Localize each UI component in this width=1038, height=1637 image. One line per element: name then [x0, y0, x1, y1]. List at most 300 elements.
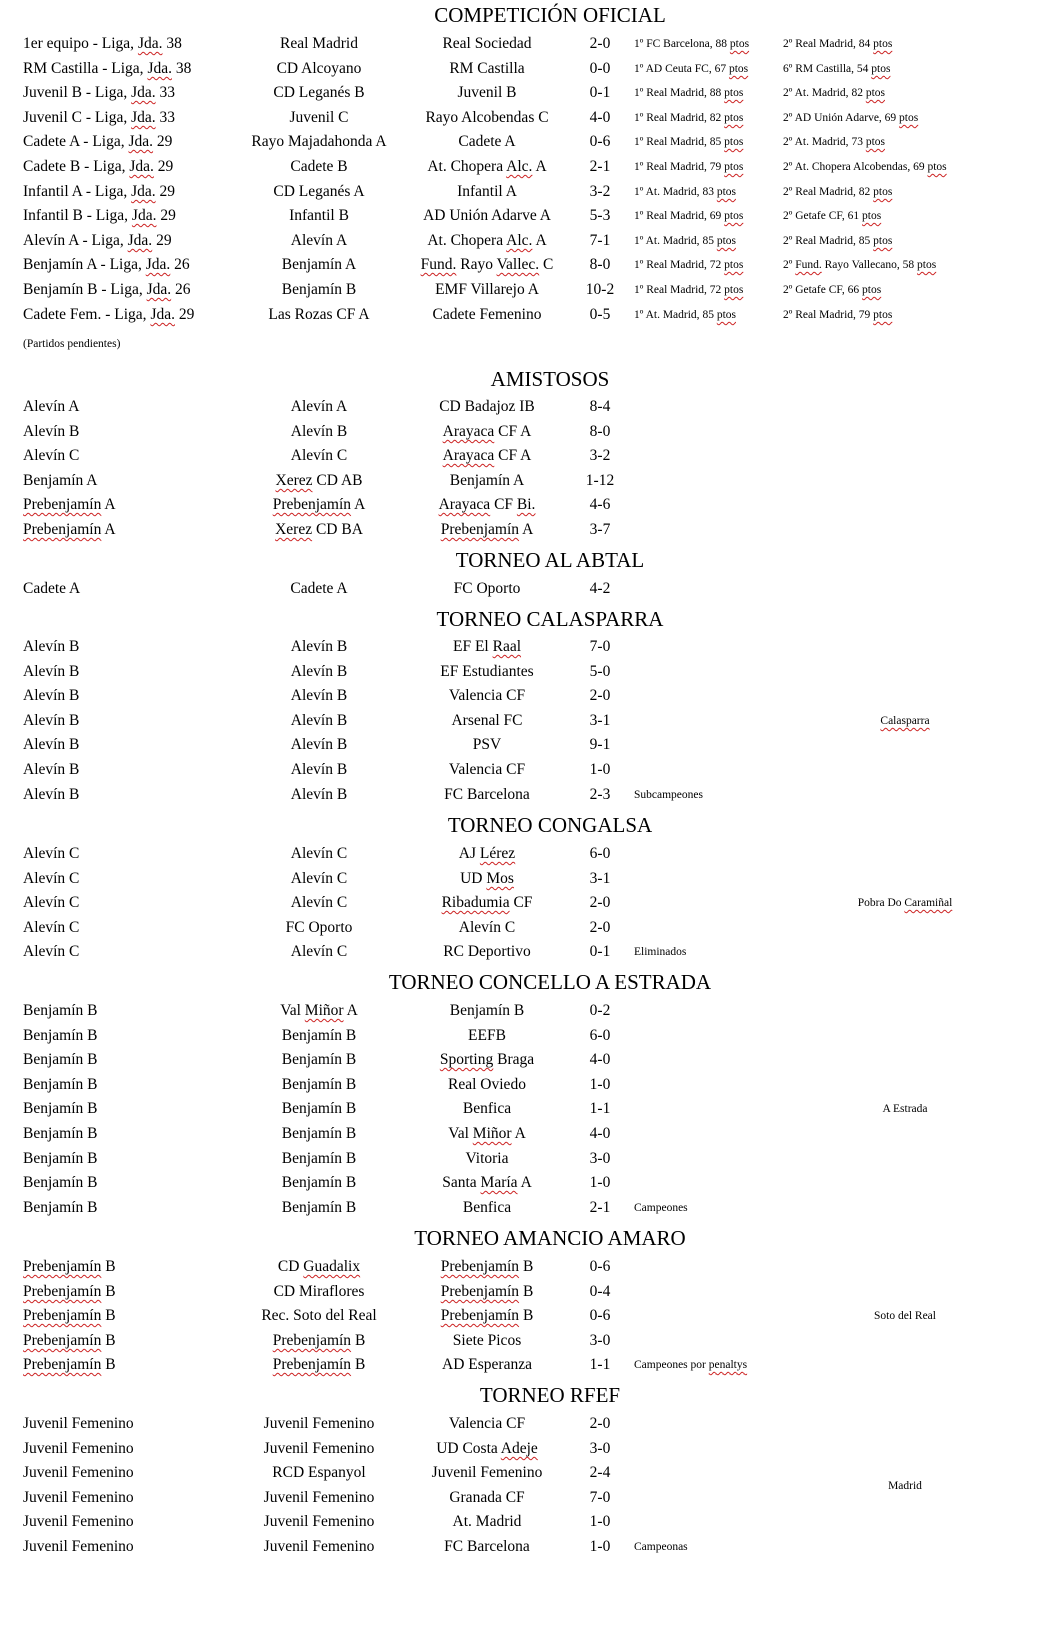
cell-second: 2º Getafe CF, 61 ptos: [783, 210, 882, 222]
cell-first: 1º Real Madrid, 69 ptos: [634, 210, 744, 222]
cell-away: Juvenil Femenino: [431, 1464, 543, 1481]
spellcheck-mark: Jda.: [129, 158, 154, 175]
cell-home: Alevín B: [290, 712, 348, 729]
cell-home: Alevín C: [290, 870, 348, 887]
cell-score: 4-2: [589, 580, 611, 597]
spellcheck-mark: Bi.: [516, 496, 536, 513]
cell-score: 2-1: [589, 158, 611, 175]
cell-comp: Alevín B: [23, 786, 80, 803]
cell-away: Granada CF: [449, 1489, 525, 1506]
spellcheck-mark: Prebenjamín: [440, 1283, 520, 1300]
cell-away: Alevín C: [458, 919, 516, 936]
cell-score: 8-0: [589, 256, 611, 273]
cell-comp: Alevín B: [23, 736, 80, 753]
spellcheck-mark: ptos: [724, 87, 744, 99]
spellcheck-mark: Jda.: [150, 306, 175, 323]
spellcheck-mark: ptos: [716, 309, 736, 321]
cell-score: 3-0: [589, 1332, 611, 1349]
spellcheck-mark: ptos: [724, 136, 744, 148]
tournament-location: Pobra Do Caramiñal: [857, 897, 953, 909]
cell-second: 2º At. Chopera Alcobendas, 69 ptos: [783, 161, 947, 173]
cell-away: Rayo Alcobendas C: [425, 109, 549, 126]
cell-home: Alevín B: [290, 663, 348, 680]
spellcheck-mark: Fund.: [420, 256, 457, 273]
cell-score: 10-2: [585, 281, 615, 298]
cell-away: At. Chopera Alc. A: [427, 232, 547, 249]
cell-away: EF El Raal: [452, 638, 522, 655]
cell-home: Juvenil Femenino: [263, 1538, 375, 1555]
cell-home: Alevín C: [290, 845, 348, 862]
spellcheck-mark: Miñor: [472, 1125, 512, 1142]
spellcheck-mark: Prebenjamín: [23, 1356, 102, 1373]
cell-away: Ribadumia CF: [441, 894, 533, 911]
spellcheck-mark: Prebenjamín: [440, 1307, 520, 1324]
cell-comp: Prebenjamín A: [23, 521, 116, 538]
cell-comp: Prebenjamín B: [23, 1332, 116, 1349]
spellcheck-mark: Jda.: [147, 60, 172, 77]
spellcheck-mark: Prebenjamín: [272, 496, 352, 513]
cell-score: 2-0: [589, 1415, 611, 1432]
cell-score: 3-0: [589, 1440, 611, 1457]
cell-home: Alevín A: [290, 232, 348, 249]
cell-away: Sporting Braga: [439, 1051, 535, 1068]
cell-comp: Juvenil Femenino: [23, 1513, 134, 1530]
cell-home: Benjamín B: [281, 1051, 357, 1068]
spellcheck-mark: Jda.: [131, 84, 156, 101]
cell-first: 1º AD Ceuta FC, 67 ptos: [634, 63, 749, 75]
cell-comp: Alevín A: [23, 398, 80, 415]
spellcheck-mark: ptos: [862, 210, 882, 222]
spellcheck-mark: Jda.: [131, 207, 157, 224]
cell-comp: Benjamín B - Liga, Jda. 26: [23, 281, 191, 298]
cell-comp: Alevín B: [23, 761, 80, 778]
cell-home: CD Alcoyano: [276, 60, 362, 77]
cell-away: AJ Lérez: [458, 845, 516, 862]
spellcheck-mark: Prebenjamín: [440, 1258, 520, 1275]
cell-second: 2º Real Madrid, 85 ptos: [783, 235, 893, 247]
cell-second: 2º At. Madrid, 82 ptos: [783, 87, 885, 99]
cell-away: Valencia CF: [448, 761, 526, 778]
spellcheck-mark: Jda.: [137, 35, 163, 52]
cell-score: 1-0: [589, 1513, 611, 1530]
tournament-location: A Estrada: [882, 1103, 928, 1115]
cell-comp: Juvenil Femenino: [23, 1464, 134, 1481]
cell-comp: Infantil A - Liga, Jda. 29: [23, 183, 175, 200]
spellcheck-mark: ptos: [873, 186, 893, 198]
spellcheck-mark: ptos: [724, 112, 744, 124]
cell-away: Benfica: [462, 1199, 512, 1216]
cell-score: 4-0: [589, 1125, 611, 1142]
cell-away: Cadete Femenino: [432, 306, 542, 323]
cell-comp: Juvenil C - Liga, Jda. 33: [23, 109, 175, 126]
section-title: COMPETICIÓN OFICIAL: [434, 3, 666, 27]
cell-comp: Prebenjamín B: [23, 1356, 116, 1373]
cell-score: 1-0: [589, 761, 611, 778]
cell-score: 3-2: [589, 183, 611, 200]
spellcheck-mark: Prebenjamín: [272, 1356, 352, 1373]
cell-score: 0-6: [589, 133, 611, 150]
cell-home: Juvenil Femenino: [263, 1513, 375, 1530]
spellcheck-mark: Arayaca: [442, 423, 495, 440]
cell-home: Real Madrid: [280, 35, 358, 52]
cell-comp: Cadete Fem. - Liga, Jda. 29: [23, 306, 195, 323]
cell-home: RCD Espanyol: [272, 1464, 366, 1481]
cell-away: Valencia CF: [448, 1415, 526, 1432]
cell-home: Benjamín B: [281, 281, 357, 298]
cell-score: 2-1: [589, 1199, 611, 1216]
spellcheck-mark: Alc.: [506, 232, 533, 249]
cell-home: CD Leganés B: [273, 84, 365, 101]
spellcheck-mark: Prebenjamín: [23, 1283, 102, 1300]
spellcheck-mark: Prebenjamín: [23, 1258, 102, 1275]
spellcheck-mark: Prebenjamín: [272, 1332, 352, 1349]
cell-home: Alevín B: [290, 687, 348, 704]
cell-home: Cadete A: [290, 580, 348, 597]
tournament-location: [835, 713, 975, 729]
cell-score: 6-0: [589, 845, 611, 862]
spellcheck-mark: Jda.: [131, 183, 156, 200]
cell-comp: Alevín C: [23, 919, 80, 936]
spellcheck-mark: ptos: [716, 186, 736, 198]
spellcheck-mark: Jda.: [145, 256, 171, 273]
cell-away: UD Costa Adeje: [436, 1440, 538, 1457]
spellcheck-mark: Raal: [492, 638, 522, 655]
spellcheck-mark: ptos: [728, 63, 749, 75]
cell-note: Campeones por penaltys: [634, 1359, 748, 1371]
spellcheck-mark: ptos: [899, 112, 919, 124]
cell-away: FC Oporto: [453, 580, 521, 597]
cell-second: 2º At. Madrid, 73 ptos: [783, 136, 885, 148]
cell-comp: Benjamín B: [23, 1002, 98, 1019]
spellcheck-mark: Lérez: [479, 845, 516, 862]
cell-comp: Alevín C: [23, 845, 80, 862]
cell-away: Benfica: [462, 1100, 512, 1117]
cell-home: Xerez CD BA: [275, 521, 363, 538]
cell-home: FC Oporto: [285, 919, 353, 936]
cell-comp: Cadete A - Liga, Jda. 29: [23, 133, 173, 150]
cell-score: 4-0: [589, 109, 611, 126]
spellcheck-mark: Caramiñal: [904, 897, 953, 909]
cell-comp: Benjamín A - Liga, Jda. 26: [23, 256, 190, 273]
cell-home: Rec. Soto del Real: [261, 1307, 377, 1324]
cell-comp: Benjamín B: [23, 1100, 98, 1117]
cell-home: Alevín C: [290, 894, 348, 911]
cell-score: 3-1: [589, 712, 611, 729]
cell-away: Fund. Rayo Vallec. C: [420, 256, 554, 273]
spellcheck-mark: ptos: [873, 235, 893, 247]
cell-comp: Juvenil Femenino: [23, 1489, 134, 1506]
cell-home: Infantil B: [289, 207, 349, 224]
cell-second: 2º Real Madrid, 84 ptos: [783, 38, 893, 50]
cell-score: 0-5: [589, 306, 611, 323]
cell-away: Juvenil B: [457, 84, 517, 101]
cell-score: 9-1: [589, 736, 611, 753]
spellcheck-mark: ptos: [865, 87, 885, 99]
cell-score: 3-1: [589, 870, 611, 887]
cell-away: Arayaca CF A: [442, 447, 532, 464]
spellcheck-mark: Prebenjamín: [23, 1332, 102, 1349]
cell-home: CD Miraflores: [273, 1283, 365, 1300]
cell-comp: Benjamín B: [23, 1150, 98, 1167]
cell-away: Infantil A: [457, 183, 517, 200]
cell-home: Alevín C: [290, 943, 348, 960]
section-title: AMISTOSOS: [490, 367, 610, 391]
cell-first: 1º Real Madrid, 72 ptos: [634, 259, 744, 271]
tournament-location: Soto del Real: [874, 1310, 936, 1322]
cell-note: Subcampeones: [634, 789, 703, 801]
cell-score: 5-0: [589, 663, 611, 680]
cell-second: 2º Fund. Rayo Vallecano, 58 ptos: [783, 259, 937, 271]
spellcheck-mark: ptos: [873, 38, 893, 50]
cell-comp: Benjamín B: [23, 1125, 98, 1142]
cell-home: Benjamín B: [281, 1174, 357, 1191]
cell-comp: Juvenil Femenino: [23, 1440, 134, 1457]
spellcheck-mark: ptos: [871, 63, 891, 75]
spellcheck-mark: ptos: [729, 38, 750, 50]
spellcheck-mark: Xerez: [275, 521, 313, 538]
cell-away: AD Esperanza: [442, 1356, 532, 1373]
cell-comp: Benjamín B: [23, 1027, 98, 1044]
cell-comp: Benjamín B: [23, 1199, 98, 1216]
cell-home: Las Rozas CF A: [268, 306, 370, 323]
cell-comp: Juvenil B - Liga, Jda. 33: [23, 84, 175, 101]
cell-score: 8-4: [589, 398, 611, 415]
cell-first: 1º At. Madrid, 85 ptos: [634, 309, 736, 321]
cell-comp: Alevín C: [23, 447, 80, 464]
cell-score: 1-0: [589, 1538, 611, 1555]
cell-comp: Infantil B - Liga, Jda. 29: [23, 207, 176, 224]
cell-comp: Alevín A - Liga, Jda. 29: [23, 232, 172, 249]
cell-score: 2-4: [589, 1464, 611, 1481]
spellcheck-mark: Sporting: [439, 1051, 494, 1068]
spellcheck-mark: Jda.: [146, 281, 172, 298]
cell-home: Alevín B: [290, 423, 348, 440]
cell-first: 1º Real Madrid, 79 ptos: [634, 161, 744, 173]
cell-home: Benjamín B: [281, 1100, 357, 1117]
cell-away: UD Mos: [460, 870, 514, 887]
spellcheck-mark: Prebenjamín: [23, 521, 102, 538]
spellcheck-mark: Miñor: [304, 1002, 344, 1019]
cell-score: 1-0: [589, 1076, 611, 1093]
cell-score: 1-1: [589, 1356, 611, 1373]
cell-home: Benjamín B: [281, 1199, 357, 1216]
cell-score: 2-3: [589, 786, 611, 803]
cell-comp: Alevín B: [23, 687, 80, 704]
spellcheck-mark: ptos: [724, 210, 744, 222]
cell-score: 3-7: [589, 521, 611, 538]
cell-comp: Cadete B - Liga, Jda. 29: [23, 158, 174, 175]
cell-home: Alevín B: [290, 786, 348, 803]
cell-away: Val Miñor A: [448, 1125, 526, 1142]
spellcheck-mark: Mos: [486, 870, 514, 887]
cell-score: 0-6: [589, 1307, 611, 1324]
spellcheck-mark: Jda.: [131, 109, 156, 126]
cell-score: 2-0: [589, 894, 611, 911]
cell-home: Rayo Majadahonda A: [251, 133, 387, 150]
spellcheck-mark: María: [480, 1174, 518, 1191]
cell-comp: Benjamín B: [23, 1076, 98, 1093]
cell-comp: RM Castilla - Liga, Jda. 38: [23, 60, 192, 77]
cell-home: Alevín B: [290, 736, 348, 753]
cell-score: 0-1: [589, 943, 611, 960]
section-title: TORNEO CONGALSA: [447, 813, 653, 837]
spellcheck-mark: Xerez: [275, 472, 313, 489]
cell-home: Prebenjamín A: [272, 496, 366, 513]
cell-comp: Alevín C: [23, 870, 80, 887]
spellcheck-mark: ptos: [862, 284, 882, 296]
cell-away: Prebenjamín A: [440, 521, 534, 538]
spellcheck-mark: Guadalix: [303, 1258, 361, 1275]
cell-second: 2º Real Madrid, 82 ptos: [783, 186, 893, 198]
cell-home: CD Leganés A: [273, 183, 365, 200]
cell-note: Campeones: [634, 1202, 688, 1214]
cell-away: Real Oviedo: [448, 1076, 526, 1093]
cell-comp: Alevín B: [23, 638, 80, 655]
cell-score: 0-1: [589, 84, 611, 101]
spellcheck-mark: Calasparra: [880, 715, 930, 727]
cell-away: CD Badajoz IB: [439, 398, 535, 415]
cell-home: Xerez CD AB: [275, 472, 363, 489]
spellcheck-mark: Jda.: [127, 232, 153, 249]
cell-home: Alevín A: [290, 398, 348, 415]
section-title: TORNEO AMANCIO AMARO: [414, 1226, 686, 1250]
cell-away: PSV: [472, 736, 502, 753]
spellcheck-mark: Alc.: [506, 158, 533, 175]
cell-score: 1-0: [589, 1174, 611, 1191]
cell-score: 4-6: [589, 496, 611, 513]
spellcheck-mark: Prebenjamín: [440, 521, 520, 538]
cell-away: Benjamín A: [449, 472, 525, 489]
cell-score: 6-0: [589, 1027, 611, 1044]
cell-away: At. Madrid: [452, 1513, 522, 1530]
cell-home: CD Guadalix: [277, 1258, 361, 1275]
cell-comp: Prebenjamín B: [23, 1258, 116, 1275]
cell-first: 1º Real Madrid, 88 ptos: [634, 87, 744, 99]
section-title: TORNEO RFEF: [479, 1383, 621, 1407]
spellcheck-mark: ptos: [873, 309, 893, 321]
cell-away: EEFB: [468, 1027, 506, 1044]
cell-away: Benjamín B: [449, 1002, 525, 1019]
cell-comp: Alevín C: [23, 943, 80, 960]
cell-comp: 1er equipo - Liga, Jda. 38: [23, 35, 182, 52]
cell-home: Val Miñor A: [280, 1002, 358, 1019]
spellcheck-mark: Arayaca: [442, 447, 495, 464]
cell-away: At. Chopera Alc. A: [427, 158, 547, 175]
cell-home: Juvenil Femenino: [263, 1440, 375, 1457]
spellcheck-mark: ptos: [927, 161, 947, 173]
cell-home: Benjamín A: [281, 256, 357, 273]
cell-away: AD Unión Adarve A: [423, 207, 551, 224]
cell-home: Alevín B: [290, 638, 348, 655]
cell-away: Siete Picos: [452, 1332, 522, 1349]
cell-first: 1º Real Madrid, 72 ptos: [634, 284, 744, 296]
cell-home: Alevín B: [290, 761, 348, 778]
cell-score: 0-2: [589, 1002, 611, 1019]
cell-comp: Benjamín A: [23, 472, 98, 489]
cell-away: EF Estudiantes: [440, 663, 534, 680]
cell-score: 7-1: [589, 232, 611, 249]
cell-comp: Benjamín B: [23, 1174, 98, 1191]
cell-first: 1º FC Barcelona, 88 ptos: [634, 38, 750, 50]
cell-away: FC Barcelona: [444, 1538, 530, 1555]
cell-home: Juvenil Femenino: [263, 1415, 375, 1432]
cell-first: 1º At. Madrid, 85 ptos: [634, 235, 736, 247]
cell-away: Prebenjamín B: [440, 1283, 534, 1300]
spellcheck-mark: Ribadumia: [441, 894, 510, 911]
cell-away: Vitoria: [465, 1150, 509, 1167]
spellcheck-mark: Arayaca: [438, 496, 491, 513]
cell-away: RM Castilla: [449, 60, 525, 77]
cell-away: EMF Villarejo A: [435, 281, 539, 298]
section-title: TORNEO CONCELLO A ESTRADA: [388, 970, 712, 994]
cell-second: 2º AD Unión Adarve, 69 ptos: [783, 112, 919, 124]
spellcheck-mark: ptos: [724, 284, 744, 296]
cell-home: Cadete B: [290, 158, 348, 175]
cell-score: 1-12: [585, 472, 615, 489]
footnote: (Partidos pendientes): [23, 338, 121, 350]
cell-score: 4-0: [589, 1051, 611, 1068]
cell-first: 1º Real Madrid, 82 ptos: [634, 112, 744, 124]
cell-score: 2-0: [589, 35, 611, 52]
cell-away: Real Sociedad: [442, 35, 532, 52]
cell-away: Cadete A: [458, 133, 516, 150]
cell-score: 2-0: [589, 687, 611, 704]
cell-home: Benjamín B: [281, 1125, 357, 1142]
cell-comp: Cadete A: [23, 580, 81, 597]
cell-home: Prebenjamín B: [272, 1356, 366, 1373]
cell-score: 1-1: [589, 1100, 611, 1117]
cell-comp: Alevín C: [23, 894, 80, 911]
cell-home: Benjamín B: [281, 1150, 357, 1167]
cell-away: Arsenal FC: [451, 712, 523, 729]
cell-away: Valencia CF: [448, 687, 526, 704]
section-title: TORNEO AL ABTAL: [455, 548, 645, 572]
cell-comp: Prebenjamín B: [23, 1307, 116, 1324]
spellcheck-mark: ptos: [865, 136, 885, 148]
cell-home: Juvenil C: [289, 109, 349, 126]
cell-note: Campeonas: [634, 1541, 688, 1553]
cell-first: 1º At. Madrid, 83 ptos: [634, 186, 736, 198]
cell-away: Prebenjamín B: [440, 1258, 534, 1275]
cell-home: Benjamín B: [281, 1027, 357, 1044]
cell-score: 8-0: [589, 423, 611, 440]
cell-score: 3-0: [589, 1150, 611, 1167]
section-title: TORNEO CALASPARRA: [436, 607, 664, 631]
cell-away: Santa María A: [442, 1174, 532, 1191]
cell-away: Arayaca CF Bi.: [438, 496, 536, 513]
cell-comp: Prebenjamín A: [23, 496, 116, 513]
cell-score: 2-0: [589, 919, 611, 936]
cell-comp: Alevín B: [23, 712, 80, 729]
cell-score: 5-3: [589, 207, 611, 224]
cell-comp: Benjamín B: [23, 1051, 98, 1068]
cell-score: 0-0: [589, 60, 611, 77]
cell-score: 7-0: [589, 638, 611, 655]
cell-away: RC Deportivo: [443, 943, 531, 960]
cell-note: Eliminados: [634, 946, 687, 958]
spellcheck-mark: ptos: [716, 235, 736, 247]
spellcheck-mark: Prebenjamín: [23, 496, 102, 513]
spellcheck-mark: ptos: [917, 259, 937, 271]
cell-second: 2º Real Madrid, 79 ptos: [783, 309, 893, 321]
cell-comp: Prebenjamín B: [23, 1283, 116, 1300]
cell-home: Alevín C: [290, 447, 348, 464]
spellcheck-mark: penaltys: [708, 1359, 748, 1371]
spellcheck-mark: Fund.: [795, 259, 822, 271]
cell-score: 7-0: [589, 1489, 611, 1506]
cell-second: 6º RM Castilla, 54 ptos: [783, 63, 891, 75]
cell-home: Juvenil Femenino: [263, 1489, 375, 1506]
